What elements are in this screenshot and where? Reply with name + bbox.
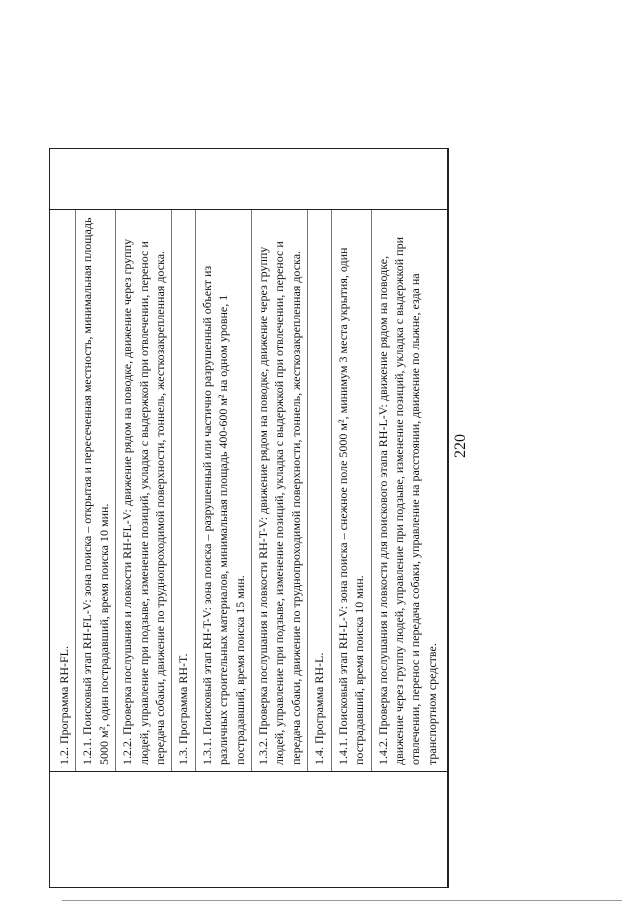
- divider: [371, 210, 372, 771]
- list-item: 1.4.2. Проверка послушания и ловкости для поискового этапа RH-L-V: движение рядом на поводке, движение через группу людей, управление при подзыве, изменение позиций, укладка с выдержкой при отвлечении, перенос и передача собаки, управление на расстоянии, движение по лыжне, езда на транспортном средстве.: [375, 236, 439, 765]
- list-item: 1.2.1. Поисковый этап RH-FL-V: зона поиска – открытая и пересеченная местность, минимальная площадь 5000 м², один пострадавший, время поиска 10 мин.: [80, 217, 111, 765]
- scan-edge-line: [62, 900, 622, 901]
- table-cell-left: [50, 771, 447, 887]
- program-heading-rh-l: 1.4. Программа RH-L.: [312, 652, 327, 765]
- list-item: 1.2.2. Проверка послушания и ловкости RH-FL-V: движение рядом на поводке, движение через группу людей, управление при подзыве, изменение позиций, укладка с выдержкой при отвлечении, перенос и передача собаки, движение по труднопроходимой поверхности, тоннель, жесткозакрепленная доска.: [120, 238, 168, 765]
- table-rotated-wrapper: [49, 148, 449, 888]
- program-heading-rh-t: 1.3. Программа RH-T.: [176, 653, 191, 765]
- divider: [75, 210, 76, 771]
- table-cell-right: [50, 149, 447, 210]
- divider: [331, 210, 332, 771]
- divider: [171, 210, 172, 771]
- program-table: [49, 148, 449, 888]
- table-row: [50, 149, 448, 887]
- divider: [307, 210, 308, 771]
- page-number: 220: [452, 434, 469, 458]
- divider: [251, 210, 252, 771]
- divider: [115, 210, 116, 771]
- program-heading-rh-fl: 1.2. Программа RH-FL.: [57, 645, 71, 765]
- table-cell-content: [50, 210, 447, 771]
- divider: [195, 210, 196, 771]
- list-item: 1.4.1. Поисковый этап RH-L-V: зона поиска – снежное поле 5000 м², минимум 3 места укрытия, один пострадавший, время поиска 10 мин.: [335, 247, 367, 765]
- list-item: 1.3.1. Поисковый этап RH-T-V: зона поиска – разрушенный или частично разрушенный объект из различных строительных материалов, минимальная площадь 400-600 м² на одном уровне, 1 пострадавший, время поиска 15 мин.: [199, 265, 247, 765]
- list-item: 1.3.2. Проверка послушания и ловкости RH-T-V: движение рядом на поводке, движение через группу людей, управление при подзыве, изменение позиций, укладка с выдержкой при отвлечении, перенос и передача собаки, движение по труднопроходимой поверхности, тоннель, жесткозакрепленная доска.: [256, 241, 303, 765]
